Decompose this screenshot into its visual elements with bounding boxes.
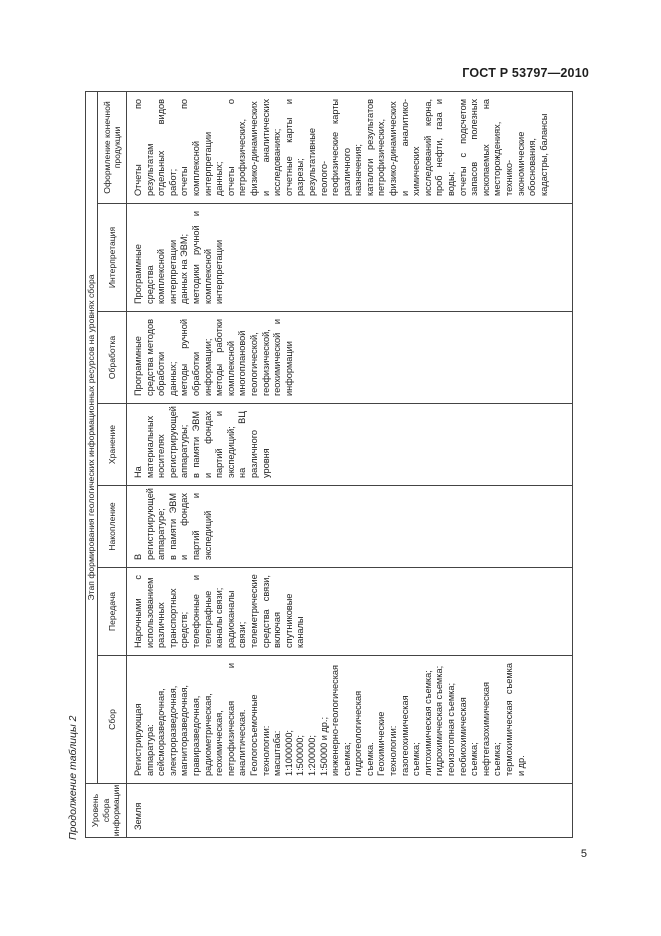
list-item: радиоканалы связи; bbox=[225, 590, 248, 648]
info-resources-table bbox=[85, 91, 573, 838]
header-process: Обработка bbox=[98, 312, 127, 404]
cell-transfer bbox=[127, 568, 573, 656]
list-item: каталоги результатов петрофизических, физико-динамических и аналитико-химических исследований керна, проб нефти, газа и воды; bbox=[364, 98, 457, 196]
list-item: гравиразведочная, bbox=[190, 695, 201, 776]
list-item: инженерно-геологическая съемка; bbox=[330, 664, 352, 776]
list-item: методики ручной и комплексной интерпретации bbox=[190, 211, 225, 304]
list-item: 1:200000; bbox=[306, 735, 317, 776]
cell-store bbox=[127, 404, 573, 486]
list-item: 1:50000 и др.; bbox=[318, 716, 329, 776]
list-item: Регистрирующая аппаратура: bbox=[133, 703, 155, 776]
list-item: геоизотопная съемка; bbox=[446, 682, 457, 776]
cell-process bbox=[127, 312, 573, 404]
list-item: гидрогеологическая съемка. bbox=[353, 690, 375, 776]
list-item: геобиохимическая съемка; bbox=[457, 697, 480, 776]
list-item: методы работки комплексной многоплановой геологической, геофизической, геохимической и информации bbox=[214, 319, 294, 396]
list-item: отчетные карты и разрезы; bbox=[283, 98, 306, 196]
list-item: нефтегазохимическая съемка; bbox=[480, 682, 503, 776]
list-item: газогеохимическая съемка; bbox=[399, 695, 422, 776]
list-item: термохимическая съемка и др. bbox=[504, 663, 526, 776]
table-row bbox=[127, 91, 573, 837]
cell-level: Земля bbox=[127, 784, 573, 838]
list-item: литохимическая съемка; bbox=[422, 670, 433, 776]
standard-code: ГОСТ Р 53797—2010 bbox=[462, 66, 589, 80]
list-item: Программные средства методов обработки данных; bbox=[133, 319, 178, 396]
header-store: Хранение bbox=[98, 404, 127, 486]
list-item: в памяти ЭВМ и фондах партий и экспедиций bbox=[167, 493, 213, 560]
list-item: телефонные и телеграфные каналы связи; bbox=[190, 575, 225, 648]
header-interpret: Интерпретация bbox=[98, 204, 127, 312]
list-item: отчеты по комплексной интерпретации данных; bbox=[179, 98, 225, 196]
header-accumulate: Накопление bbox=[98, 486, 127, 568]
list-item: Программные средства комплексной интерпретации данных на ЭВМ; bbox=[133, 233, 190, 304]
cell-accumulate bbox=[127, 486, 573, 568]
list-item: сейсморазведочная, bbox=[156, 688, 167, 776]
list-item: электроразведочная, bbox=[167, 685, 178, 776]
list-item: гидрохимическая съемка; bbox=[434, 665, 445, 776]
header-level: Уровень сбора информации bbox=[86, 784, 127, 838]
header-collect: Сбор bbox=[98, 656, 127, 784]
list-item: в памяти ЭВМ и фондах партий и экспедиций; bbox=[190, 411, 236, 478]
list-item: результативные геолого-геофизические карты различного назначения; bbox=[306, 98, 364, 196]
list-item: отчеты с подсчетом запасов полезных ископаемых на месторождениях, технико-экономические обоснования, кадастры, балансы bbox=[457, 98, 549, 196]
header-final: Оформление конечной продукции bbox=[98, 91, 127, 203]
list-item: На материальных носителях регистрирующей аппаратуры; bbox=[133, 406, 190, 478]
page-number: 5 bbox=[580, 848, 587, 860]
header-transfer: Передача bbox=[98, 568, 127, 656]
list-item: 1:1000000; bbox=[283, 730, 294, 776]
list-item: петрофизическая и аналитическая. bbox=[225, 663, 248, 776]
list-item: Геологосъемочные технологии: bbox=[248, 694, 271, 776]
list-item: на ВЦ различного уровня bbox=[237, 411, 271, 478]
continuation-label: Продолжение таблицы 2 bbox=[67, 715, 79, 840]
list-item: радиометрическая, bbox=[202, 693, 213, 776]
rotated-table-sheet bbox=[66, 92, 574, 840]
list-item: 1:500000; bbox=[295, 735, 306, 776]
list-item: Нарочными с использованием различных транспортных средств; bbox=[133, 575, 190, 648]
list-item: В регистрирующей аппаратуре; bbox=[133, 488, 167, 560]
cell-collect bbox=[127, 656, 573, 784]
list-item: масштаба: bbox=[272, 730, 283, 776]
list-item: Геохимические технологии: bbox=[376, 711, 399, 776]
cell-interpret bbox=[127, 204, 573, 312]
list-item: магниторазведочная, bbox=[179, 685, 190, 776]
list-item: геохимическая, bbox=[214, 710, 225, 776]
header-stage-group: Этап формирования геологических информационных ресурсов на уровнях сбора bbox=[86, 91, 98, 783]
list-item: Отчеты по результатам отдельных видов работ; bbox=[133, 98, 178, 196]
list-item: отчеты о петрофизических, физико-динамических и аналитических исследованиях; bbox=[225, 98, 283, 196]
cell-final bbox=[127, 91, 573, 203]
list-item: телеметрические средства связи, включая спутниковые каналы bbox=[248, 574, 306, 648]
list-item: методы ручной обработки информации; bbox=[179, 319, 213, 396]
